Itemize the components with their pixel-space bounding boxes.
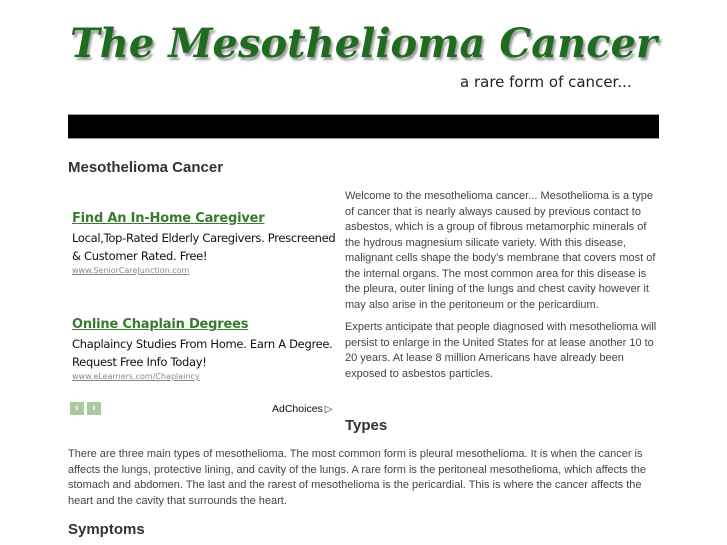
navigation-bar [68, 115, 659, 138]
intro-section [345, 189, 663, 389]
chevron-right-icon: › [92, 402, 96, 414]
symptoms-heading: Symptoms [68, 521, 145, 538]
intro-paragraph: Welcome to the mesothelioma cancer... Mesothelioma is a type of cancer that is nearly always caused by previous contact to asbestos, which is a group of fibrous metamorphic minerals of the hydrous magnesium silicate variety. With this disease, malignant cells shape the body’s membrane that covers most of the internal organs. The most common area for this disease is the pleura, outer lining of the lungs and chest cavity however it may also arise in the peritoneum or the pericardium. [345, 190, 656, 311]
adchoices-label: AdChoices [272, 403, 323, 415]
ad-pagination [70, 402, 101, 415]
ad-prev-button[interactable] [70, 402, 84, 415]
ad-description: Chaplaincy Studies From Home. Earn A Degree. Request Free Info Today! [72, 337, 333, 369]
intro-paragraph: Experts anticipate that people diagnosed with mesothelioma will persist to enlarge in the United States for at lease another 10 to 20 years. At lease 8 million Americans have already been exposed to asbestos particles. [345, 321, 657, 380]
types-paragraph: There are three main types of mesothelioma. The most common form is pleural mesothelioma. It is when the cancer is affects the lungs, protective lining, and cavity of the lungs. A rare form is the peritoneal mesothelioma, which affects the stomach and abdomen. The last and the rarest of mesothelioma is the pericardial. This is where the cancer affects the heart and the cavity that surrounds the heart. [68, 448, 647, 507]
adchoices-icon: ▷ [324, 404, 333, 415]
site-tagline: a rare form of cancer... [460, 73, 632, 91]
ad-url-link[interactable]: www.eLearners.com/Chaplaincy [72, 372, 200, 381]
adchoices-link[interactable] [272, 403, 332, 415]
ad-title-link[interactable]: Find An In-Home Caregiver [72, 211, 265, 226]
chevron-left-icon: ‹ [75, 402, 79, 414]
ad-title-link[interactable]: Online Chaplain Degrees [72, 317, 249, 332]
ad-unit [72, 317, 337, 383]
ad-url-link[interactable]: www.SeniorCareJunction.com [72, 266, 190, 275]
types-heading: Types [345, 417, 388, 434]
ad-unit [72, 211, 337, 277]
page-title: Mesothelioma Cancer [68, 159, 224, 176]
site-logo-title: The Mesothelioma Cancer [70, 20, 658, 67]
ad-next-button[interactable] [87, 402, 101, 415]
ad-description: Local,Top-Rated Elderly Caregivers. Prescreened & Customer Rated. Free! [72, 231, 336, 263]
